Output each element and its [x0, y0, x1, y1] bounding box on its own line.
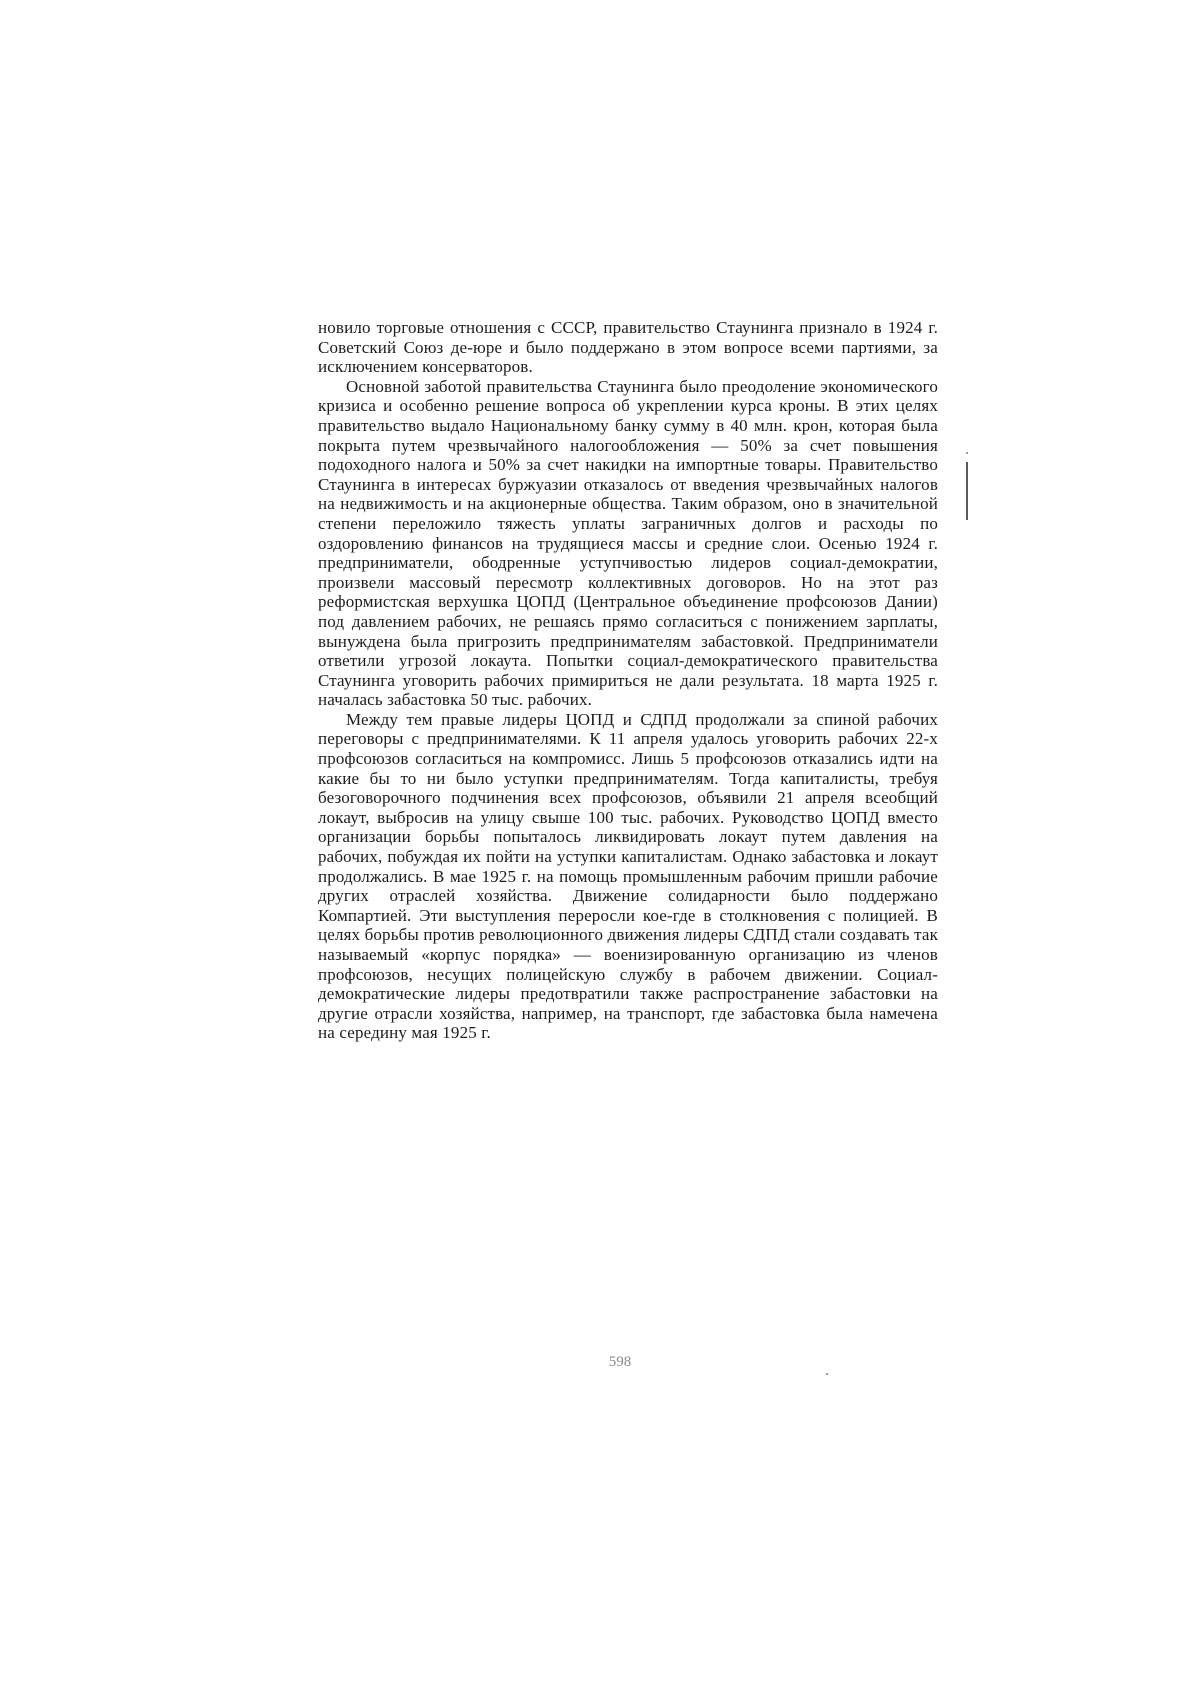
page-number: 598: [608, 1354, 632, 1370]
margin-dot-mark: [966, 452, 968, 454]
body-text: [318, 318, 938, 1043]
margin-line-mark: [966, 462, 968, 520]
paragraph-3: Между тем правые лидеры ЦОПД и СДПД продолжали за спиной рабочих переговоры с предпринимателями. К 11 апреля удалось уговорить рабочих 22-х профсоюзов согласиться на компромисс. Лишь 5 профсоюзов отказались идти на какие бы то ни было уступки предпринимателям. Тогда капиталисты, требуя безоговорочного подчинения всех профсоюзов, объявили 21 апреля всеобщий локаут, выбросив на улицу свыше 100 тыс. рабочих. Руководство ЦОПД вместо организации борьбы попыталось ликвидировать локаут путем давления на рабочих, побуждая их пойти на уступки капиталистам. Однако забастовка и локаут продолжались. В мае 1925 г. на помощь промышленным рабочим пришли рабочие других отраслей хозяйства. Движение солидарности было поддержано Компартией. Эти выступления переросли кое-где в столкновения с полицией. В целях борьбы против революционного движения лидеры СДПД стали создавать так называемый «корпус порядка» — военизированную организацию из членов профсоюзов, несущих полицейскую службу в рабочем движении. Социал-демократические лидеры предотвратили также распространение забастовки на другие отрасли хозяйства, например, на транспорт, где забастовка была намечена на середину мая 1925 г.: [318, 709, 938, 1043]
paragraph-2: Основной заботой правительства Стаунинга было преодоление экономического кризиса и особенно решение вопроса об укреплении курса кроны. В этих целях правительство выдало Национальному банку сумму в 40 млн. крон, которая была покрыта путем чрезвычайного налогообложения — 50% за счет повышения подоходного налога и 50% за счет накидки на импортные товары. Правительство Стаунинга в интересах буржуазии отказалось от введения чрезвычайных налогов на недвижимость и на акционерные общества. Таким образом, оно в значительной степени переложило тяжесть уплаты заграничных долгов и расходы по оздоровлению финансов на трудящиеся массы и средние слои. Осенью 1924 г. предприниматели, ободренные уступчивостью лидеров социал-демократии, произвели массовый пересмотр коллективных договоров. Но на этот раз реформистская верхушка ЦОПД (Центральное объединение профсоюзов Дании) под давлением рабочих, не решаясь прямо согласиться с понижением зарплаты, вынуждена была пригрозить предпринимателям забастовкой. Предприниматели ответили угрозой локаута. Попытки социал-демократического правительства Стаунинга уговорить рабочих примириться не дали результата. 18 марта 1925 г. началась забастовка 50 тыс. рабочих.: [318, 376, 938, 710]
paragraph-1: новило торговые отношения с СССР, правительство Стаунинга признало в 1924 г. Советский Союз де-юре и было поддержано в этом вопросе всеми партиями, за исключением консерваторов.: [318, 318, 938, 377]
scan-speck-mark: [826, 1373, 828, 1375]
